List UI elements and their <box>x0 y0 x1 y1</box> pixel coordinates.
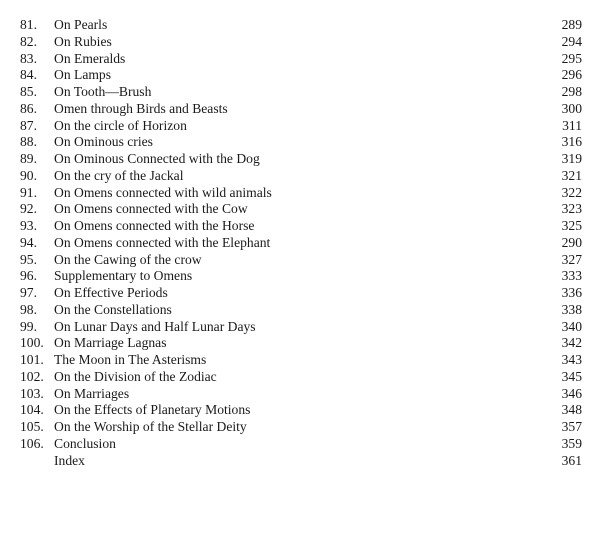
page-number: 325 <box>561 218 582 233</box>
chapter-number: 102. <box>20 368 44 384</box>
chapter-title: On the Constellations <box>54 301 172 317</box>
chapter-number: 85. <box>20 84 37 99</box>
chapter-title: On Omens connected with the Cow <box>54 201 248 217</box>
chapter-number: 86. <box>20 100 37 116</box>
chapter-title: On the cry of the Jackal <box>54 167 184 183</box>
toc-entry <box>0 436 600 453</box>
chapter-title: On Marriage Lagnas <box>54 335 167 351</box>
page-number: 300 <box>561 100 582 116</box>
page-number: 327 <box>561 251 582 267</box>
chapter-title: On Lunar Days and Half Lunar Days <box>54 318 256 334</box>
page-number: 345 <box>561 368 582 384</box>
toc-entry <box>0 168 600 185</box>
toc-entry <box>0 17 600 34</box>
page-number: 289 <box>561 17 582 32</box>
chapter-title: Supplementary to Omens <box>54 268 193 284</box>
chapter-number: 106. <box>20 435 44 451</box>
chapter-title: On Ominous cries <box>54 134 153 150</box>
chapter-title: On the Division of the Zodiac <box>54 368 217 384</box>
chapter-title: On Pearls <box>54 17 108 32</box>
page-number: 296 <box>561 67 582 83</box>
page-number: 343 <box>561 352 582 367</box>
page-number: 322 <box>561 184 582 200</box>
page-number: 295 <box>561 50 582 66</box>
toc-entry <box>0 302 600 319</box>
chapter-number: 99. <box>20 318 37 334</box>
page-number: 319 <box>561 151 582 166</box>
chapter-title: On Marriages <box>54 385 130 401</box>
toc-entry <box>0 67 600 84</box>
page-number: 316 <box>561 134 582 150</box>
chapter-number: 88. <box>20 134 37 150</box>
page-number: 361 <box>561 452 582 468</box>
toc-entry <box>0 34 600 51</box>
chapter-title: On Rubies <box>54 33 112 49</box>
toc-entry <box>0 252 600 269</box>
chapter-title: On Tooth—Brush <box>54 84 152 99</box>
table-of-contents <box>0 17 600 469</box>
chapter-title: On Omens connected with the Horse <box>54 218 255 233</box>
chapter-number: 100. <box>20 335 44 351</box>
toc-entry <box>0 51 600 68</box>
chapter-number: 90. <box>20 167 37 183</box>
chapter-number: 92. <box>20 201 37 217</box>
chapter-title: Conclusion <box>54 435 116 451</box>
chapter-number: 91. <box>20 184 37 200</box>
chapter-number: 95. <box>20 251 37 267</box>
page-number: 340 <box>561 318 582 334</box>
chapter-title: On Omens connected with the Elephant <box>54 234 271 250</box>
chapter-number: 97. <box>20 285 37 300</box>
chapter-number: 93. <box>20 218 37 233</box>
chapter-title: On Emeralds <box>54 50 126 66</box>
chapter-number: 103. <box>20 385 44 401</box>
page-number: 290 <box>561 234 582 250</box>
chapter-title: On the circle of Horizon <box>54 117 187 133</box>
toc-entry <box>0 402 600 419</box>
chapter-number: 96. <box>20 268 37 284</box>
chapter-number: 81. <box>20 17 37 32</box>
toc-entry <box>0 369 600 386</box>
page-number: 348 <box>561 402 582 418</box>
chapter-title: Index <box>54 452 85 468</box>
toc-entry <box>0 335 600 352</box>
chapter-number: 82. <box>20 33 37 49</box>
page-number: 342 <box>561 335 582 351</box>
toc-entry <box>0 134 600 151</box>
toc-entry <box>0 218 600 235</box>
chapter-title: On Ominous Connected with the Dog <box>54 151 260 166</box>
toc-entry <box>0 84 600 101</box>
toc-entry <box>0 386 600 403</box>
chapter-number: 94. <box>20 234 37 250</box>
chapter-number: 105. <box>20 419 44 434</box>
page-number: 323 <box>561 201 582 217</box>
chapter-title: On the Worship of the Stellar Deity <box>54 419 247 434</box>
toc-entry <box>0 201 600 218</box>
page-number: 346 <box>561 385 582 401</box>
chapter-number: 87. <box>20 117 37 133</box>
page-number: 359 <box>561 435 582 451</box>
toc-entry <box>0 419 600 436</box>
toc-entry <box>0 151 600 168</box>
toc-entry <box>0 185 600 202</box>
page-number: 321 <box>561 167 582 183</box>
toc-entry <box>0 285 600 302</box>
chapter-title: On Effective Periods <box>54 285 168 300</box>
page-number: 298 <box>561 84 582 99</box>
chapter-title: On Lamps <box>54 67 112 83</box>
page-number: 338 <box>561 301 582 317</box>
chapter-title: Omen through Birds and Beasts <box>54 100 228 116</box>
chapter-title: The Moon in The Asterisms <box>54 352 207 367</box>
toc-entry <box>0 352 600 369</box>
chapter-number: 104. <box>20 402 44 418</box>
page-number: 294 <box>561 33 582 49</box>
page-number: 357 <box>561 419 582 434</box>
chapter-title: On the Effects of Planetary Motions <box>54 402 251 418</box>
toc-entry <box>0 118 600 135</box>
toc-entry <box>0 101 600 118</box>
page-number: 311 <box>562 117 582 133</box>
toc-entry <box>0 319 600 336</box>
chapter-number: 89. <box>20 151 37 166</box>
page-number: 336 <box>561 285 582 300</box>
page-number: 333 <box>561 268 582 284</box>
chapter-number: 83. <box>20 50 37 66</box>
chapter-title: On the Cawing of the crow <box>54 251 202 267</box>
chapter-number: 98. <box>20 301 37 317</box>
chapter-title: On Omens connected with wild animals <box>54 184 272 200</box>
chapter-number: 84. <box>20 67 37 83</box>
toc-entry <box>0 235 600 252</box>
toc-entry <box>0 268 600 285</box>
chapter-number: 101. <box>20 352 44 367</box>
toc-entry <box>0 453 600 470</box>
